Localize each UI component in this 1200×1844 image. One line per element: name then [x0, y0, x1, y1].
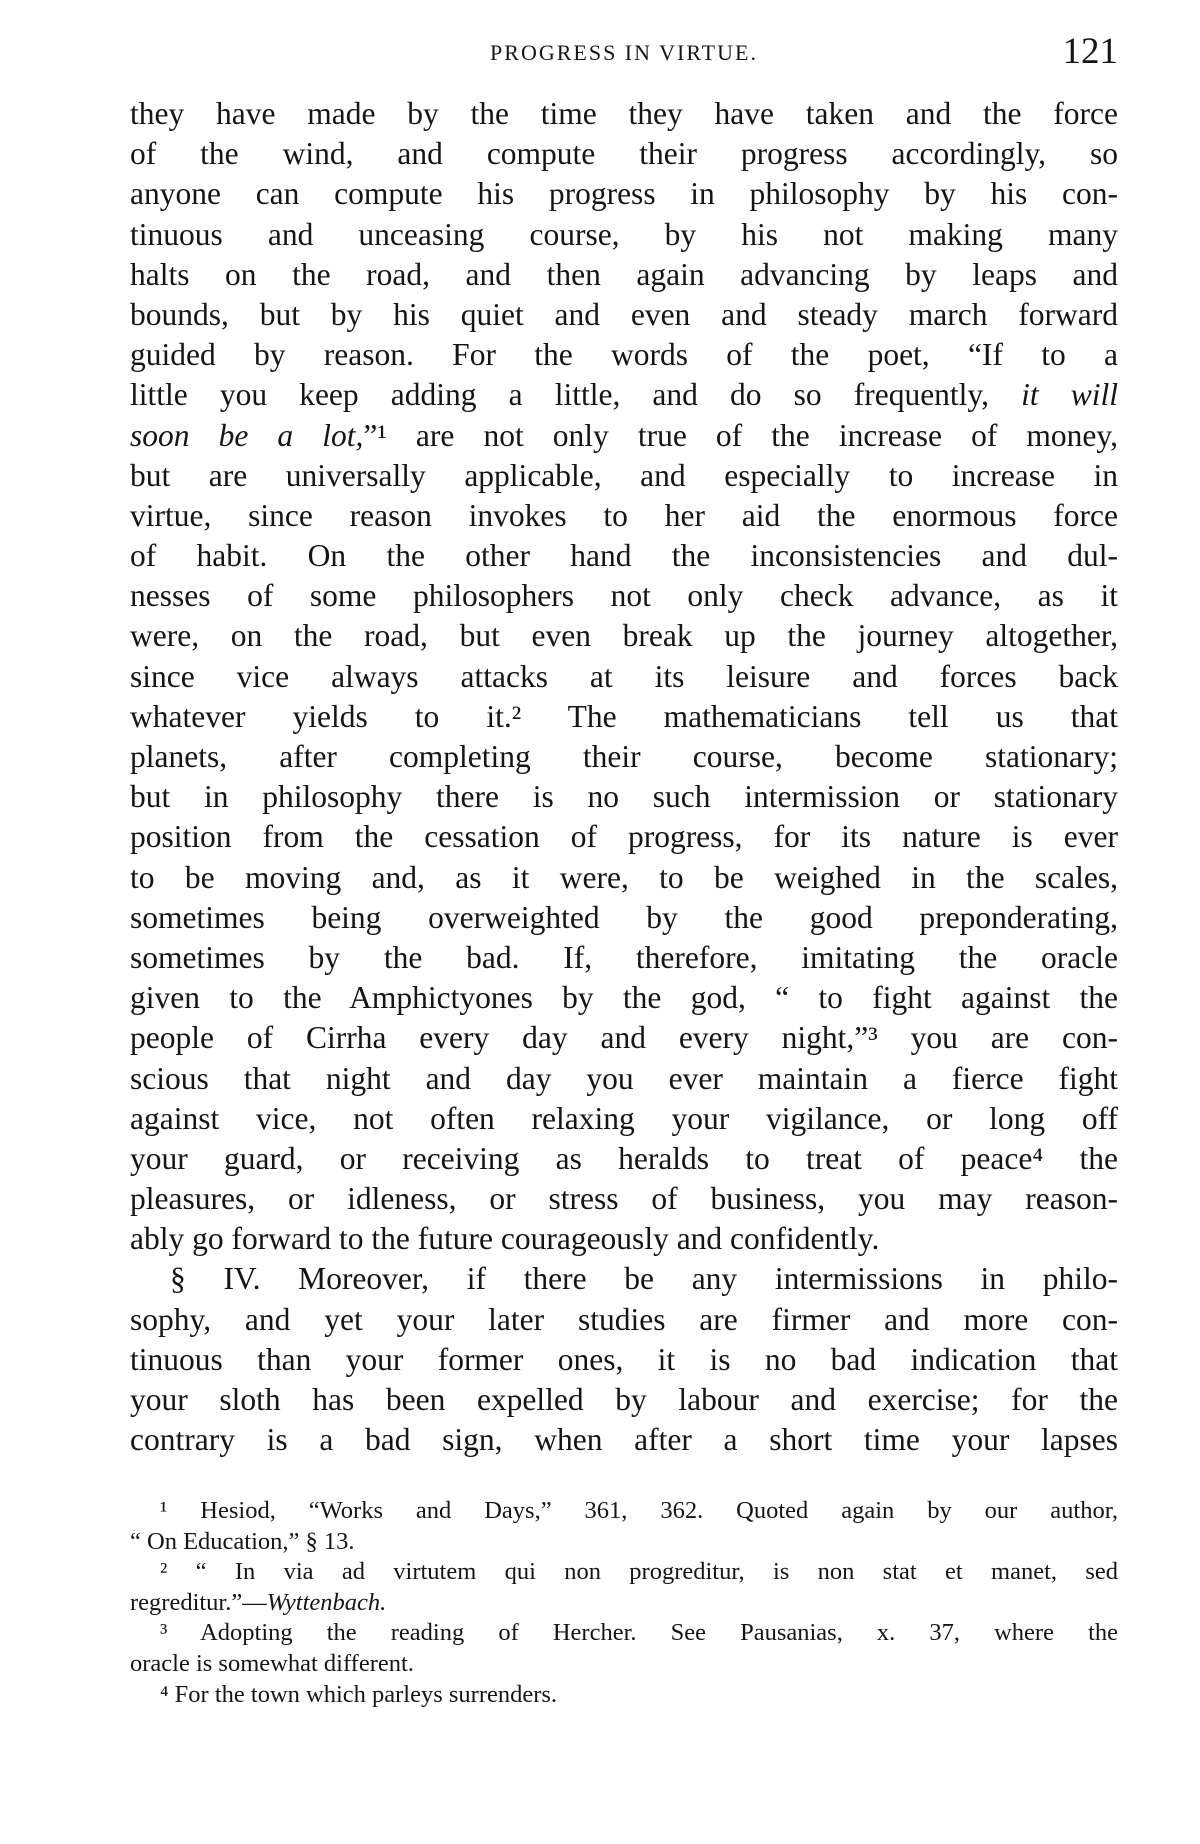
- footnotes: [130, 1496, 1118, 1710]
- section-line: § IV. Moreover, if there be any intermissions in philo-: [170, 1261, 1118, 1297]
- text-line: virtue, since reason invokes to her aid the enormous force: [130, 497, 1118, 533]
- text-line: given to the Amphictyones by the god, “ to fight against the: [130, 980, 1118, 1016]
- text-line: tinuous and unceasing course, by his not making many: [130, 216, 1118, 252]
- footnote-run: regreditur.”—: [130, 1588, 267, 1616]
- text-line: they have made by the time they have taken and the force: [130, 96, 1118, 131]
- text-line: your guard, or receiving as heralds to treat of peace⁴ the: [130, 1140, 1118, 1176]
- text-line: of habit. On the other hand the inconsistencies and dul-: [130, 538, 1118, 574]
- text-line: but in philosophy there is no such intermission or stationary: [130, 779, 1118, 815]
- text-line: pleasures, or idleness, or stress of business, you may reason-: [130, 1181, 1118, 1217]
- text-line: to be moving and, as it were, to be weighed in the scales,: [130, 859, 1118, 895]
- text-line: scious that night and day you ever maintain a fierce fight: [130, 1060, 1118, 1096]
- text-line: against vice, not often relaxing your vigilance, or long off: [130, 1100, 1118, 1136]
- footnote-line: [130, 1588, 1118, 1619]
- text-line: since vice always attacks at its leisure and forces back: [130, 658, 1118, 694]
- text-line: planets, after completing their course, become stationary;: [130, 739, 1118, 774]
- text-line: but are universally applicable, and especially to increase in: [130, 457, 1118, 493]
- footnote-italic: Wyttenbach.: [266, 1588, 387, 1616]
- text-line: halts on the road, and then again advancing by leaps and: [130, 256, 1118, 292]
- text-line: bounds, but by his quiet and even and steady march forward: [130, 296, 1118, 332]
- text-run: little you keep adding a little, and do so frequently,: [130, 377, 990, 413]
- body-text: [130, 94, 1118, 1460]
- text-line: people of Cirrha every day and every night,”³ you are con-: [130, 1020, 1118, 1056]
- running-head: [130, 30, 1118, 78]
- text-line: your sloth has been expelled by labour and exercise; for the: [130, 1382, 1118, 1417]
- footnote-line: oracle is somewhat different.: [130, 1649, 414, 1677]
- text-line: anyone can compute his progress in philosophy by his con-: [130, 176, 1118, 212]
- text-line: contrary is a bad sign, when after a short time your lapses: [130, 1422, 1118, 1458]
- text-line: position from the cessation of progress, for its nature is ever: [130, 819, 1118, 855]
- text-line: guided by reason. For the words of the poet, “If to a: [130, 337, 1118, 373]
- italic-quote: it will: [1021, 377, 1119, 413]
- text-line-with-italic: [130, 375, 1118, 415]
- italic-quote: soon be a lot,: [130, 417, 364, 453]
- running-title: PROGRESS IN VIRTUE.: [490, 40, 758, 65]
- footnote-line: ² “ In via ad virtutem qui non progreditur, is non stat et manet, sed: [160, 1558, 1118, 1586]
- page-number: 121: [1062, 31, 1118, 72]
- text-line: were, on the road, but even break up the journey altogether,: [130, 618, 1118, 654]
- text-line-with-italic: [130, 416, 1118, 456]
- footnote-line: ⁴ For the town which parleys surrenders.: [160, 1680, 558, 1708]
- text-line: tinuous than your former ones, it is no bad indication that: [130, 1341, 1118, 1377]
- text-line: sophy, and yet your later studies are firmer and more con-: [130, 1301, 1118, 1337]
- text-line: nesses of some philosophers not only check advance, as it: [130, 578, 1118, 614]
- text-line: sometimes by the bad. If, therefore, imitating the oracle: [130, 939, 1118, 975]
- text-line: whatever yields to it.² The mathematicians tell us that: [130, 698, 1118, 734]
- text-line: sometimes being overweighted by the good preponderating,: [130, 899, 1118, 935]
- footnote-line: “ On Education,” § 13.: [130, 1527, 355, 1555]
- text-line: ably go forward to the future courageously and confidently.: [130, 1221, 880, 1257]
- footnote-line: ³ Adopting the reading of Hercher. See Pausanias, x. 37, where the: [160, 1619, 1118, 1647]
- text-line: of the wind, and compute their progress accordingly, so: [130, 136, 1118, 172]
- text-run: ”¹ are not only true of the increase of money,: [363, 417, 1118, 453]
- footnote-line: ¹ Hesiod, “Works and Days,” 361, 362. Quoted again by our author,: [160, 1497, 1118, 1524]
